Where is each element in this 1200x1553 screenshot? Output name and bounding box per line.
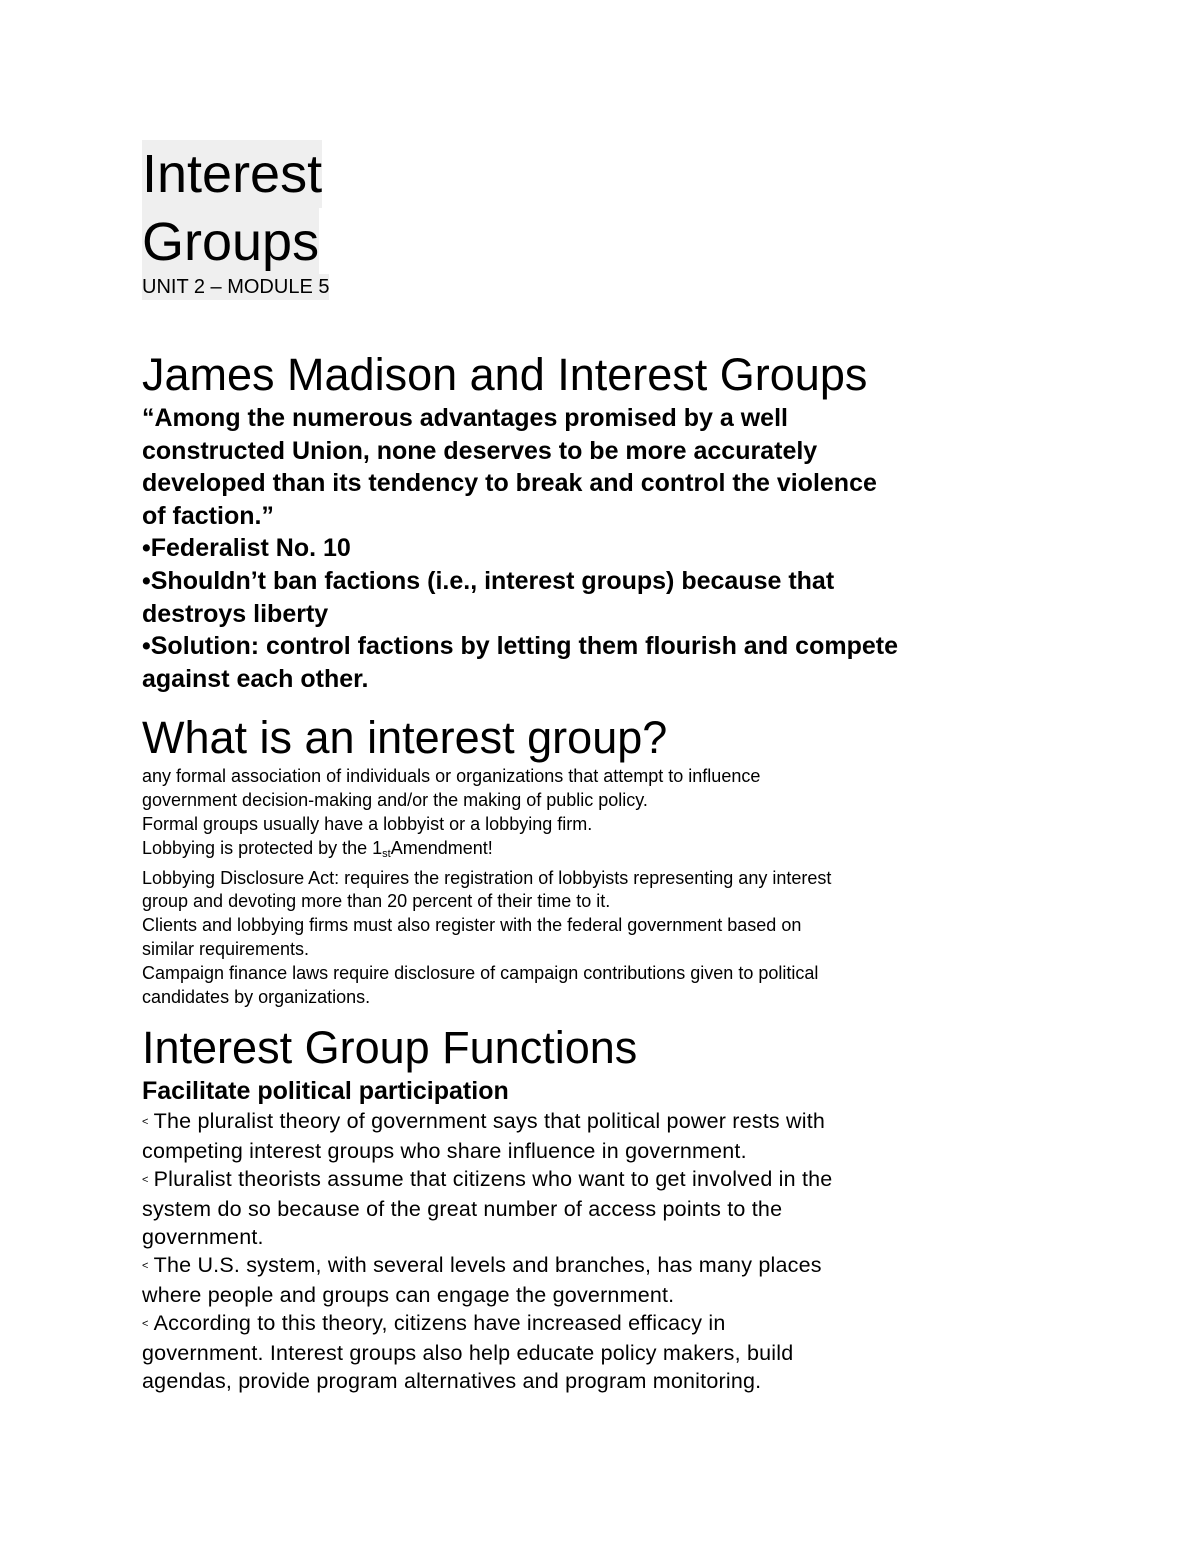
madison-section xyxy=(142,348,942,695)
madison-line: •Federalist No. 10 xyxy=(142,534,351,563)
definition-line: candidates by organizations. xyxy=(142,986,371,1007)
title-block xyxy=(142,140,329,300)
list-item xyxy=(142,1251,942,1280)
amendment-text-before: Lobbying is protected by the 1 xyxy=(142,837,383,858)
definition-body xyxy=(142,765,942,1009)
functions-section xyxy=(142,1021,942,1395)
madison-line: •Shouldn’t ban factions (i.e., interest groups) because that xyxy=(142,566,835,595)
definition-heading: What is an interest group? xyxy=(142,712,668,764)
definition-line: any formal association of individuals or organizations that attempt to influence xyxy=(142,766,761,787)
bullet-icon: < xyxy=(142,1116,149,1129)
definition-line: group and devoting more than 20 percent of their time to it. xyxy=(142,891,611,912)
list-item xyxy=(142,1165,942,1194)
madison-line: “Among the numerous advantages promised by a well xyxy=(142,404,788,432)
amendment-ordinal: st xyxy=(382,847,391,860)
title-line-1: Interest xyxy=(142,140,322,208)
definition-section xyxy=(142,711,942,1009)
amendment-text-after: Amendment! xyxy=(390,837,493,858)
madison-line: of faction.” xyxy=(142,501,274,530)
madison-heading: James Madison and Interest Groups xyxy=(142,349,868,400)
list-item xyxy=(142,1107,942,1136)
title-line-2: Groups xyxy=(142,208,319,276)
definition-line: Campaign finance laws require disclosure of campaign contributions given to political xyxy=(142,962,819,983)
list-item-continuation: agendas, provide program alternatives and program monitoring. xyxy=(142,1368,762,1393)
list-item xyxy=(142,1309,942,1338)
amendment-line xyxy=(142,837,942,867)
madison-body xyxy=(142,402,942,695)
functions-heading: Interest Group Functions xyxy=(142,1022,638,1074)
list-item-continuation: government. Interest groups also help educate policy makers, build xyxy=(142,1340,794,1365)
document-page xyxy=(142,140,942,1395)
definition-line: Clients and lobbying firms must also register with the federal government based on xyxy=(142,915,802,936)
madison-line: developed than its tendency to break and control the violence xyxy=(142,469,877,498)
definition-line: Lobbying Disclosure Act: requires the registration of lobbyists representing any interest xyxy=(142,867,832,888)
list-item-continuation: where people and groups can engage the government. xyxy=(142,1282,675,1307)
list-item-continuation: government. xyxy=(142,1224,264,1249)
madison-line: against each other. xyxy=(142,664,369,693)
bullet-icon: < xyxy=(142,1260,149,1273)
madison-line: constructed Union, none deserves to be more accurately xyxy=(142,436,818,465)
list-item-text: Pluralist theorists assume that citizens who want to get involved in the xyxy=(153,1167,833,1192)
subtitle: UNIT 2 – MODULE 5 xyxy=(142,276,330,298)
list-item-text: According to this theory, citizens have increased efficacy in xyxy=(153,1311,726,1336)
madison-line: •Solution: control factions by letting them flourish and compete xyxy=(142,632,898,661)
list-item-text: The U.S. system, with several levels and branches, has many places xyxy=(153,1253,822,1278)
madison-line: destroys liberty xyxy=(142,599,329,628)
definition-line: government decision-making and/or the making of public policy. xyxy=(142,790,648,811)
functions-list xyxy=(142,1107,942,1395)
definition-line: similar requirements. xyxy=(142,938,310,959)
bullet-icon: < xyxy=(142,1318,149,1331)
definition-line: Formal groups usually have a lobbyist or a lobbying firm. xyxy=(142,813,593,834)
bullet-icon: < xyxy=(142,1174,149,1187)
list-item-continuation: competing interest groups who share influence in government. xyxy=(142,1138,747,1163)
functions-subheading: Facilitate political participation xyxy=(142,1077,509,1106)
list-item-text: The pluralist theory of government says that political power rests with xyxy=(153,1109,826,1134)
list-item-continuation: system do so because of the great number of access points to the xyxy=(142,1196,783,1221)
